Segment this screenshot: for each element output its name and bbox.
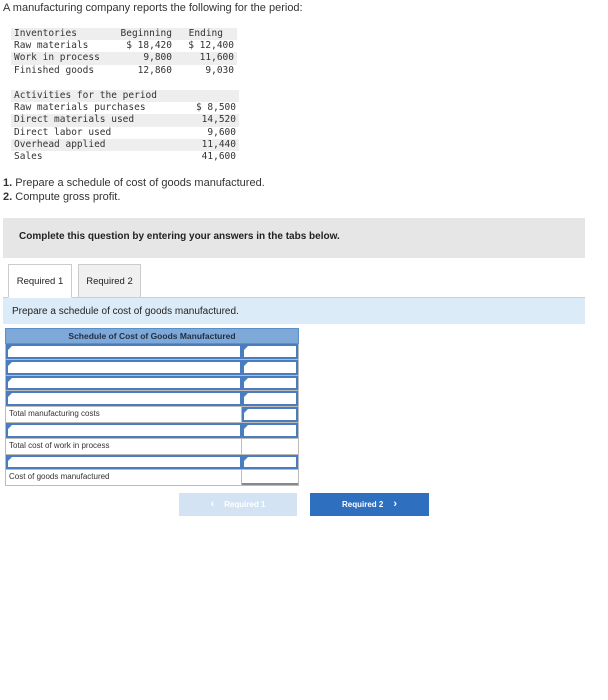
- total-cost-wip-value: [242, 439, 298, 454]
- table-cell: $ 8,500: [195, 102, 236, 114]
- table-row: [5, 407, 299, 423]
- question-number: 1.: [3, 177, 13, 189]
- next-required-2-button[interactable]: [310, 493, 429, 516]
- table-cell: Work in process: [11, 52, 111, 64]
- table-row: [5, 455, 299, 471]
- table-cell: Raw materials purchases: [14, 102, 146, 114]
- intro-text: A manufacturing company reports the following for the period:: [3, 2, 303, 14]
- table-row: [11, 40, 237, 52]
- total-manufacturing-costs-input[interactable]: [242, 407, 298, 422]
- table-header: Activities for the period: [11, 90, 171, 102]
- table-row: [5, 391, 299, 407]
- table-cell: 9,030: [205, 64, 234, 76]
- table-row: [11, 139, 239, 151]
- table-cell: $ 18,420: [126, 40, 172, 52]
- table-row: [5, 439, 299, 455]
- activities-table: [11, 90, 239, 163]
- table-cell: 12,860: [137, 64, 172, 76]
- schedule-table: [5, 328, 299, 486]
- schedule-amount-input[interactable]: [242, 455, 298, 470]
- schedule-amount-input[interactable]: [242, 423, 298, 438]
- chevron-right-icon: ›: [393, 498, 397, 510]
- question-text: Prepare a schedule of cost of goods manufactured.: [15, 177, 265, 189]
- total-manufacturing-costs-label: Total manufacturing costs: [6, 407, 242, 422]
- chevron-left-icon: ‹: [210, 498, 215, 510]
- total-cost-wip-label: Total cost of work in process: [6, 439, 242, 454]
- table-row: [11, 65, 237, 77]
- prev-button-label: Required 1: [224, 500, 266, 509]
- table-row: [5, 376, 299, 392]
- table-row: [11, 151, 239, 163]
- table-header: Beginning: [111, 28, 175, 40]
- schedule-label-input[interactable]: [6, 360, 242, 375]
- next-button-label: Required 2: [341, 500, 384, 509]
- table-row: [11, 90, 239, 102]
- tab-required-2[interactable]: Required 2: [78, 264, 141, 298]
- table-cell: 9,600: [207, 126, 236, 138]
- cogm-label: Cost of goods manufactured: [6, 470, 242, 485]
- table-cell: [171, 90, 239, 102]
- table-cell: Overhead applied: [11, 139, 171, 151]
- schedule-title: Schedule of Cost of Goods Manufactured: [5, 328, 299, 344]
- prev-required-1-button[interactable]: [179, 493, 297, 516]
- schedule-amount-input[interactable]: [242, 344, 298, 359]
- table-header: Inventories: [11, 28, 111, 40]
- tab-required-1[interactable]: Required 1: [8, 264, 72, 298]
- table-row: [11, 28, 237, 40]
- prompt-text: Prepare a schedule of cost of goods manufactured.: [12, 306, 239, 317]
- schedule-label-input[interactable]: [6, 391, 242, 406]
- table-cell: $ 12,400: [188, 40, 234, 52]
- questions-list: [3, 177, 265, 204]
- table-cell: 41,600: [201, 151, 236, 163]
- schedule-label-input[interactable]: [6, 344, 242, 359]
- instruction-text: Complete this question by entering your answers in the tabs below.: [19, 231, 340, 242]
- question-text: Compute gross profit.: [15, 190, 121, 203]
- table-row: [11, 102, 239, 114]
- question-number: 2.: [3, 190, 13, 203]
- inventories-table: [11, 28, 237, 77]
- table-cell: Direct materials used: [11, 114, 171, 126]
- question-item: [3, 191, 265, 205]
- cogm-value: [242, 470, 298, 485]
- table-row: [5, 360, 299, 376]
- table-cell: 11,440: [171, 139, 239, 151]
- table-cell: 9,800: [111, 52, 175, 64]
- schedule-amount-input[interactable]: [242, 391, 298, 406]
- table-row: [11, 52, 237, 64]
- table-cell: Raw materials: [14, 40, 89, 52]
- schedule-amount-input[interactable]: [242, 376, 298, 391]
- table-row: [5, 423, 299, 439]
- table-cell: 11,600: [175, 52, 237, 64]
- schedule-label-input[interactable]: [6, 376, 242, 391]
- table-header: Ending: [175, 28, 237, 40]
- prompt-bar: [3, 297, 585, 324]
- table-row: [11, 127, 239, 139]
- table-cell: 14,520: [171, 114, 239, 126]
- instruction-box: [3, 218, 585, 258]
- schedule-label-input[interactable]: [6, 423, 242, 438]
- table-row: [5, 470, 299, 486]
- question-item: [3, 177, 265, 191]
- schedule-amount-input[interactable]: [242, 360, 298, 375]
- schedule-label-input[interactable]: [6, 455, 242, 470]
- table-cell: Direct labor used: [14, 126, 112, 138]
- table-row: [11, 114, 239, 126]
- table-cell: Finished goods: [14, 64, 95, 76]
- table-cell: Sales: [14, 151, 43, 163]
- table-row: [5, 344, 299, 360]
